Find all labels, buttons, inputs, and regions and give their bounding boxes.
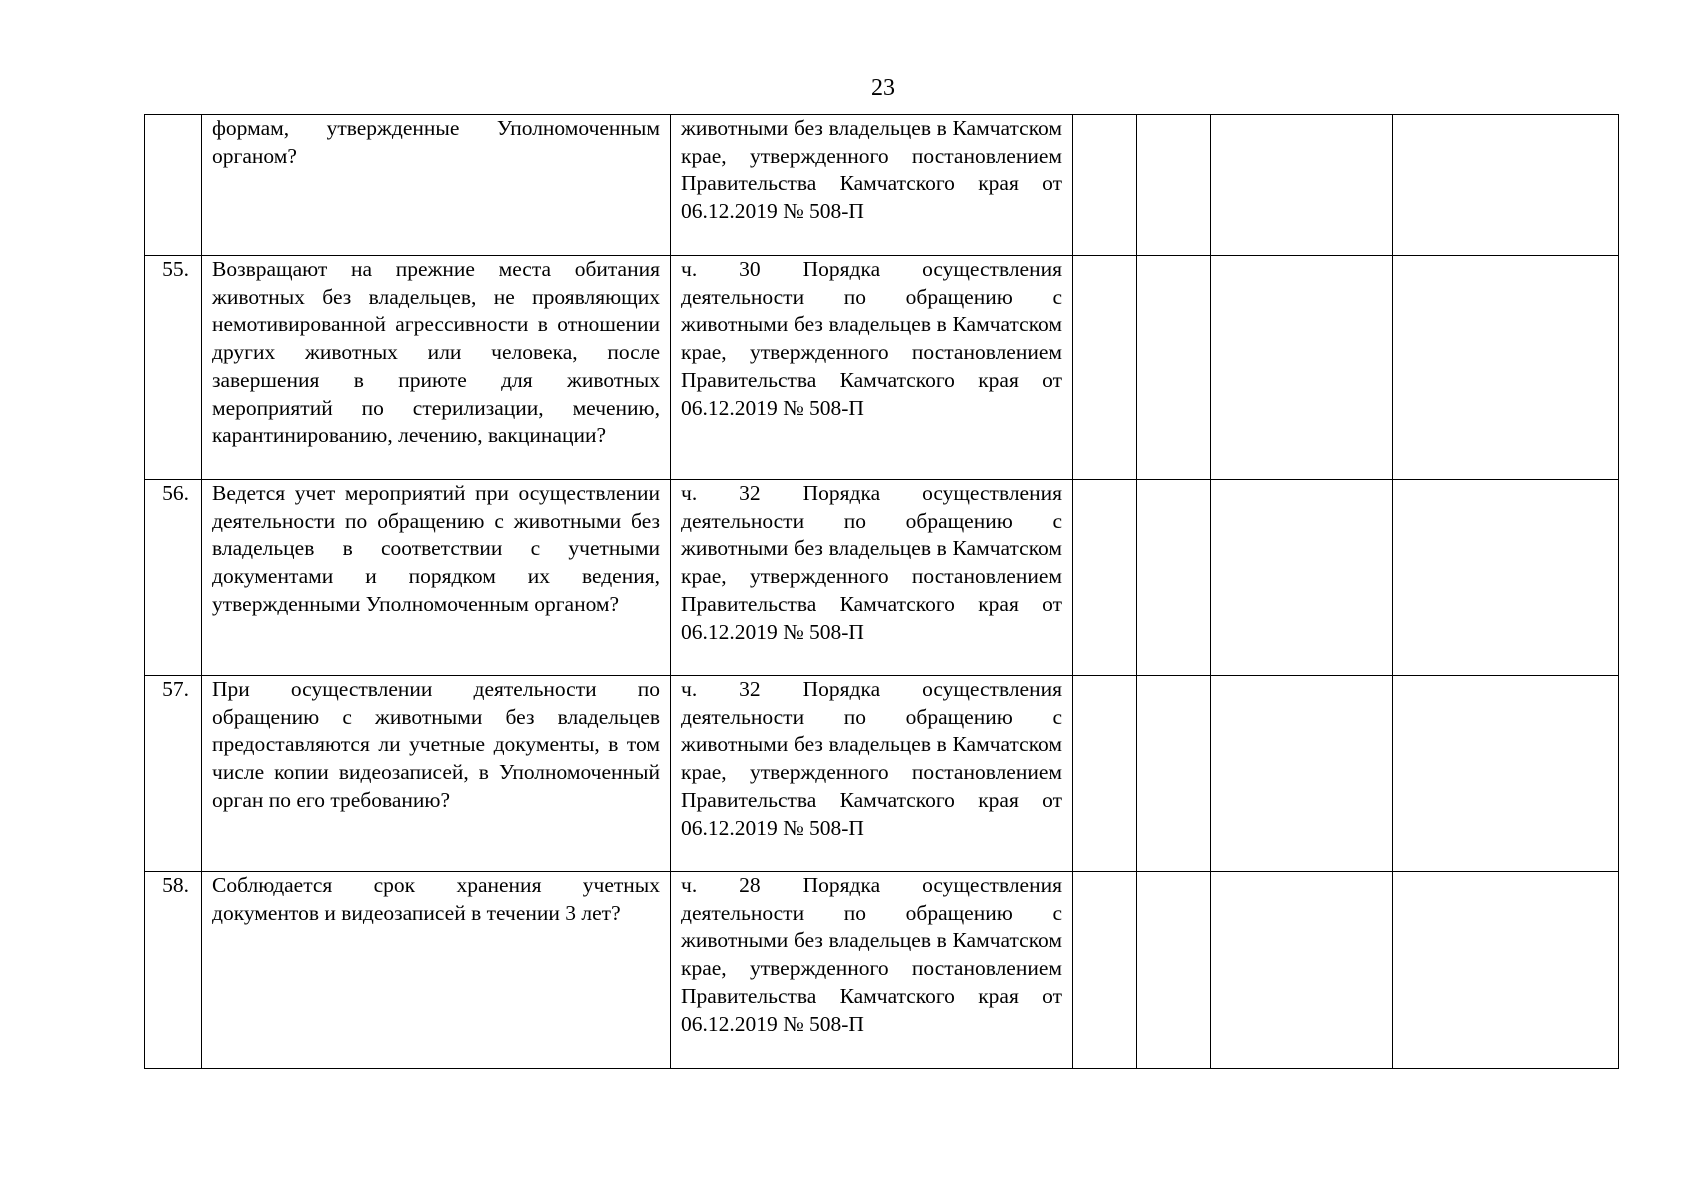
not-applicable-cell — [1211, 872, 1393, 1069]
answer-no-cell — [1137, 256, 1211, 480]
answer-yes-cell — [1073, 115, 1137, 256]
answer-no-cell — [1137, 872, 1211, 1069]
note-cell — [1393, 256, 1619, 480]
row-number: 56. — [145, 480, 202, 676]
note-cell — [1393, 480, 1619, 676]
answer-no-cell — [1137, 676, 1211, 872]
answer-no-cell — [1137, 480, 1211, 676]
reference-cell: ч. 32 Порядка осуществления деятельности по обращению с животными без владельцев в Камчатском крае, утвержденного постановлением Правительства Камчатского края от 06.12.2019 № 508-П — [671, 480, 1073, 676]
answer-yes-cell — [1073, 676, 1137, 872]
table-row — [145, 872, 1619, 1069]
answer-no-cell — [1137, 115, 1211, 256]
table-row — [145, 256, 1619, 480]
answer-yes-cell — [1073, 256, 1137, 480]
reference-cell: ч. 30 Порядка осуществления деятельности по обращению с животными без владельцев в Камчатском крае, утвержденного постановлением Правительства Камчатского края от 06.12.2019 № 508-П — [671, 256, 1073, 480]
not-applicable-cell — [1211, 676, 1393, 872]
reference-cell: животными без владельцев в Камчатском крае, утвержденного постановлением Правительства Камчатского края от 06.12.2019 № 508-П — [671, 115, 1073, 256]
table-row — [145, 115, 1619, 256]
table-row — [145, 676, 1619, 872]
row-number — [145, 115, 202, 256]
answer-yes-cell — [1073, 480, 1137, 676]
page-number: 23 — [871, 75, 895, 101]
question-cell: Возвращают на прежние места обитания животных без владельцев, не проявляющих немотивированной агрессивности в отношении других животных или человека, после завершения в приюте для животных мероприятий по стерилизации, мечению, карантинированию, лечению, вакцинации? — [202, 256, 671, 480]
question-cell: Ведется учет мероприятий при осуществлении деятельности по обращению с животными без владельцев в соответствии с учетными документами и порядком их ведения, утвержденными Уполномоченным органом? — [202, 480, 671, 676]
row-number: 58. — [145, 872, 202, 1069]
note-cell — [1393, 115, 1619, 256]
not-applicable-cell — [1211, 480, 1393, 676]
note-cell — [1393, 872, 1619, 1069]
answer-yes-cell — [1073, 872, 1137, 1069]
not-applicable-cell — [1211, 256, 1393, 480]
checklist-table — [144, 114, 1619, 1069]
question-cell: Соблюдается срок хранения учетных документов и видеозаписей в течении 3 лет? — [202, 872, 671, 1069]
row-number: 55. — [145, 256, 202, 480]
reference-cell: ч. 28 Порядка осуществления деятельности по обращению с животными без владельцев в Камчатском крае, утвержденного постановлением Правительства Камчатского края от 06.12.2019 № 508-П — [671, 872, 1073, 1069]
table-row — [145, 480, 1619, 676]
question-cell: При осуществлении деятельности по обращению с животными без владельцев предоставляются ли учетные документы, в том числе копии видеозаписей, в Уполномоченный орган по его требованию? — [202, 676, 671, 872]
reference-cell: ч. 32 Порядка осуществления деятельности по обращению с животными без владельцев в Камчатском крае, утвержденного постановлением Правительства Камчатского края от 06.12.2019 № 508-П — [671, 676, 1073, 872]
not-applicable-cell — [1211, 115, 1393, 256]
row-number: 57. — [145, 676, 202, 872]
question-cell: формам, утвержденные Уполномоченным органом? — [202, 115, 671, 256]
note-cell — [1393, 676, 1619, 872]
